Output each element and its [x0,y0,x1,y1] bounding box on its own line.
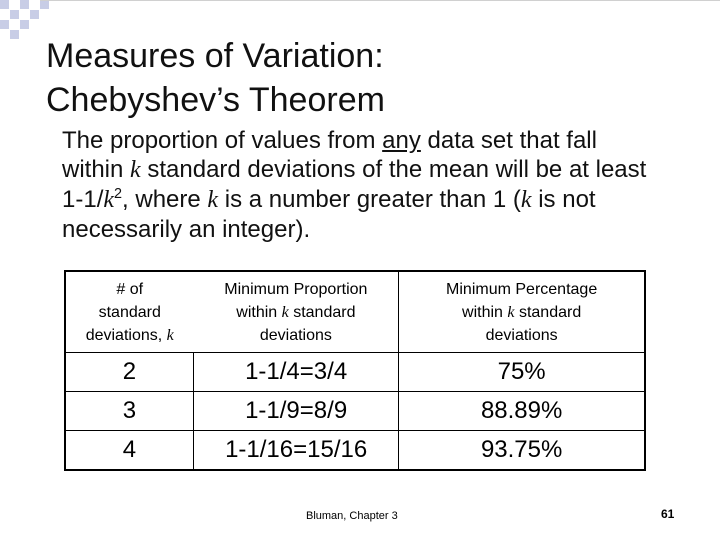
text-run: data set that fall within [62,127,597,183]
cell-percentage: 88.89% [399,392,645,431]
variable-k: k [103,187,115,213]
table-row [65,392,645,431]
header-text: Minimum Proportion [224,280,368,298]
table-header-row [65,271,645,353]
footer-source: Bluman, Chapter 3 [306,510,398,522]
header-text: deviations [259,326,332,344]
variable-k: k [207,187,219,213]
header-text: deviations, [85,326,167,344]
cell-k: 4 [65,431,193,471]
page-number: 61 [661,507,675,521]
header-text: within [236,303,282,321]
chebyshev-table [64,270,646,471]
text-run: standard deviations of the mean will be at least 1-1/ [62,156,647,213]
header-text: deviations [485,326,558,344]
underlined-any: any [382,127,421,154]
title-rule [40,0,720,1]
cell-percentage: 93.75% [399,431,645,471]
text-run: is not necessarily an integer). [62,186,596,243]
cell-proportion: 1-1/9=8/9 [193,392,398,431]
variable-k: k [281,303,289,321]
title-line-1: Measures of Variation: [46,37,384,75]
title-line-2: Chebyshev’s Theorem [46,81,385,119]
table-row [65,353,645,392]
text-run: , where [122,186,208,213]
cell-k: 2 [65,353,193,392]
header-text: # of [116,280,144,298]
text-run: The proportion of values from [62,127,383,154]
header-text: standard [514,303,582,321]
header-text: standard [98,303,161,321]
header-min-proportion [193,271,398,353]
text-run: is a number greater than 1 ( [218,186,521,213]
cell-k: 3 [65,392,193,431]
variable-k: k [130,157,141,183]
header-text: within [462,303,508,321]
cell-percentage: 75% [399,353,645,392]
slide-title [46,34,686,122]
header-num-std-devs [65,271,193,353]
variable-k: k [166,326,174,344]
header-text: standard [288,303,356,321]
variable-k: k [520,187,532,213]
cell-proportion: 1-1/16=15/16 [193,431,398,471]
theorem-statement [62,126,662,244]
exponent: 2 [114,186,123,202]
table-row [65,431,645,471]
cell-proportion: 1-1/4=3/4 [193,353,398,392]
header-text: Minimum Percentage [446,280,598,298]
variable-k: k [507,303,515,321]
header-min-percentage [399,271,645,353]
